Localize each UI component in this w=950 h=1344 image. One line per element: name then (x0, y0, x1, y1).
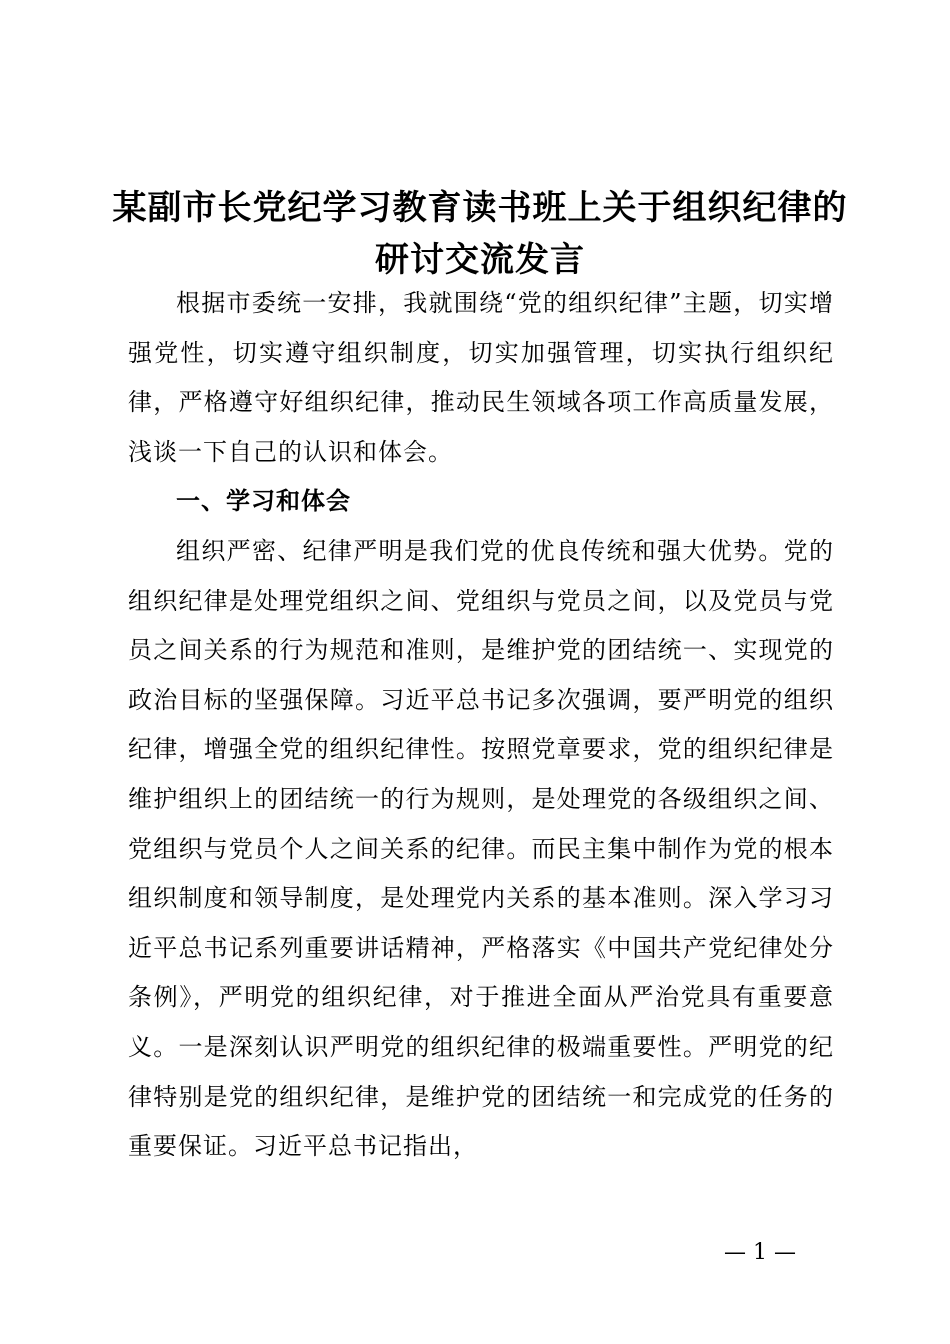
intro-paragraph: 根据市委统一安排，我就围绕“党的组织纪律”主题，切实增强党性，切实遵守组织制度，切实加强管理，切实执行组织纪律，严格遵守好组织纪律，推动民生领域各项工作高质量发展，浅谈一下自己的认识和体会。 (128, 289, 834, 466)
document-title: 某副市长党纪学习教育读书班上关于组织纪律的研讨交流发言 (112, 188, 848, 280)
page-number: — 1 — (724, 1240, 796, 1265)
section-paragraph: 组织严密、纪律严明是我们党的优良传统和强大优势。党的组织纪律是处理党组织之间、党组织与党员之间，以及党员与党员之间关系的行为规范和准则，是维护党的团结统一、实现党的政治目标的坚强保障。习近平总书记多次强调，要严明党的组织纪律，增强全党的组织纪律性。按照党章要求，党的组织纪律是维护组织上的团结统一的行为规则，是处理党的各级组织之间、党组织与党员个人之间关系的纪律。而民主集中制作为党的根本组织制度和领导制度，是处理党内关系的基本准则。深入学习习近平总书记系列重要讲话精神，严格落实《中国共产党纪律处分条例》，严明党的组织纪律，对于推进全面从严治党具有重要意义。一是深刻认识严明党的组织纪律的极端重要性。严明党的纪律特别是党的组织纪律，是维护党的团结统一和完成党的任务的重要保证。习近平总书记指出， (128, 536, 834, 1161)
document-body (128, 279, 834, 1172)
section-heading: 一、学习和体会 (176, 487, 351, 516)
